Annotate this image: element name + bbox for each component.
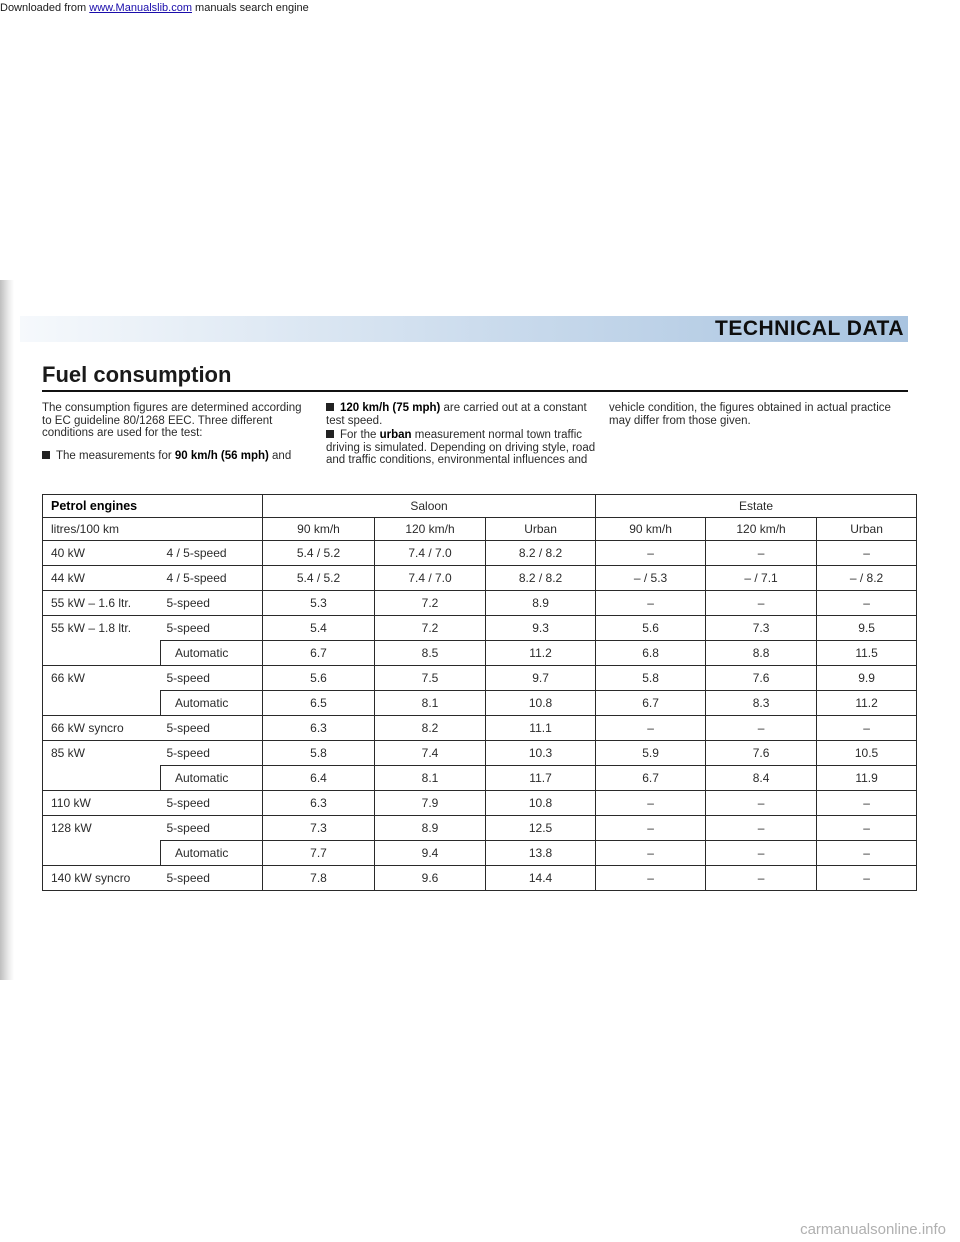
value-cell: – <box>596 791 706 816</box>
table-row <box>43 691 917 716</box>
value-cell: – / 5.3 <box>596 566 706 591</box>
value-cell: – <box>706 791 817 816</box>
gearbox-cell: 5-speed <box>161 866 263 891</box>
gearbox-cell: 4 / 5-speed <box>161 566 263 591</box>
value-cell: 7.8 <box>263 866 375 891</box>
bullet-icon <box>326 403 334 411</box>
value-cell: 6.5 <box>263 691 375 716</box>
intro-paragraph-3: 120 km/h (75 mph) are carried out at a constant test speed. <box>326 402 587 427</box>
value-cell: – / 8.2 <box>817 566 917 591</box>
intro-column-1 <box>42 402 312 472</box>
value-cell: 7.9 <box>375 791 486 816</box>
table-row <box>43 766 917 791</box>
value-cell: – <box>596 716 706 741</box>
value-cell: 7.4 <box>375 741 486 766</box>
value-cell: – <box>596 816 706 841</box>
manualslib-link[interactable]: www.Manualslib.com <box>89 2 192 14</box>
value-cell: 5.4 <box>263 616 375 641</box>
value-cell: 13.8 <box>486 841 596 866</box>
value-cell: 7.2 <box>375 616 486 641</box>
value-cell: 8.9 <box>486 591 596 616</box>
value-cell: 6.7 <box>596 691 706 716</box>
table-row <box>43 716 917 741</box>
value-cell: 10.3 <box>486 741 596 766</box>
page-spine-shadow <box>0 280 14 980</box>
page-title: Fuel consumption <box>42 362 232 387</box>
value-cell: 12.5 <box>486 816 596 841</box>
value-cell: – <box>817 716 917 741</box>
value-cell: 6.4 <box>263 766 375 791</box>
intro-paragraph-5: vehicle condition, the figures obtained in actual practice may differ from those given. <box>609 402 891 427</box>
intro-paragraph-2: The measurements for 90 km/h (56 mph) and <box>42 450 312 463</box>
value-cell: – <box>817 816 917 841</box>
value-cell: 11.5 <box>817 641 917 666</box>
value-cell: 6.8 <box>596 641 706 666</box>
value-cell: 7.4 / 7.0 <box>375 541 486 566</box>
value-cell: – <box>706 841 817 866</box>
intro-paragraph-1: The consumption figures are determined according to EC guideline 80/1268 EEC. Three different conditions are used for the test: <box>42 402 302 439</box>
value-cell: 5.8 <box>263 741 375 766</box>
value-cell: – <box>706 816 817 841</box>
value-cell: 7.6 <box>706 741 817 766</box>
table-row <box>43 566 917 591</box>
table-row <box>43 791 917 816</box>
speed-header: 120 km/h <box>706 518 817 541</box>
value-cell: 8.2 / 8.2 <box>486 541 596 566</box>
value-cell: 5.8 <box>596 666 706 691</box>
value-cell: 6.7 <box>263 641 375 666</box>
gearbox-cell: 5-speed <box>161 616 263 641</box>
value-cell: – <box>706 716 817 741</box>
value-cell: 10.5 <box>817 741 917 766</box>
value-cell: 8.9 <box>375 816 486 841</box>
intro-column-3 <box>609 402 909 437</box>
gearbox-cell: 5-speed <box>161 666 263 691</box>
gearbox-cell: Automatic <box>161 641 263 666</box>
speed-header: Urban <box>817 518 917 541</box>
value-cell: – <box>817 841 917 866</box>
speed-header: Urban <box>486 518 596 541</box>
value-cell: 7.7 <box>263 841 375 866</box>
speed-header: 90 km/h <box>263 518 375 541</box>
value-cell: 5.6 <box>263 666 375 691</box>
value-cell: 7.4 / 7.0 <box>375 566 486 591</box>
bullet-icon <box>326 430 334 438</box>
table-header-row-groups <box>43 495 917 518</box>
table-row <box>43 591 917 616</box>
group-estate: Estate <box>596 495 917 518</box>
fuel-consumption-table <box>42 494 917 891</box>
value-cell: 11.9 <box>817 766 917 791</box>
gearbox-cell: 5-speed <box>161 741 263 766</box>
value-cell: 7.2 <box>375 591 486 616</box>
engine-cell: 128 kW <box>43 816 161 841</box>
engine-cell: 66 kW <box>43 666 161 691</box>
value-cell: 10.8 <box>486 691 596 716</box>
value-cell: 5.4 / 5.2 <box>263 566 375 591</box>
gearbox-cell: 5-speed <box>161 716 263 741</box>
value-cell: – <box>706 541 817 566</box>
value-cell: 7.3 <box>263 816 375 841</box>
table-title: Petrol engines <box>51 499 138 513</box>
table-row <box>43 866 917 891</box>
value-cell: 8.4 <box>706 766 817 791</box>
value-cell: – <box>706 866 817 891</box>
engine-cell: 55 kW – 1.8 ltr. <box>43 616 161 641</box>
group-saloon: Saloon <box>263 495 596 518</box>
title-rule <box>42 390 908 392</box>
engine-cell <box>43 841 161 866</box>
value-cell: 5.4 / 5.2 <box>263 541 375 566</box>
table-row <box>43 541 917 566</box>
engine-cell: 44 kW <box>43 566 161 591</box>
gearbox-cell: Automatic <box>161 766 263 791</box>
value-cell: – <box>596 841 706 866</box>
download-prefix: Downloaded from <box>0 2 90 14</box>
value-cell: 11.1 <box>486 716 596 741</box>
value-cell: 7.6 <box>706 666 817 691</box>
gearbox-cell: Automatic <box>161 691 263 716</box>
speed-header: 120 km/h <box>375 518 486 541</box>
value-cell: – <box>596 591 706 616</box>
value-cell: 11.2 <box>817 691 917 716</box>
value-cell: 9.7 <box>486 666 596 691</box>
table-row <box>43 816 917 841</box>
value-cell: 11.2 <box>486 641 596 666</box>
value-cell: – <box>817 866 917 891</box>
gearbox-cell: Automatic <box>161 841 263 866</box>
intro-column-2 <box>326 402 596 477</box>
value-cell: 8.1 <box>375 691 486 716</box>
gearbox-cell: 5-speed <box>161 791 263 816</box>
value-cell: 8.3 <box>706 691 817 716</box>
engine-cell <box>43 641 161 666</box>
gearbox-cell: 4 / 5-speed <box>161 541 263 566</box>
engine-cell <box>43 766 161 791</box>
engine-cell: 85 kW <box>43 741 161 766</box>
value-cell: 9.9 <box>817 666 917 691</box>
engine-cell: 110 kW <box>43 791 161 816</box>
value-cell: 9.3 <box>486 616 596 641</box>
value-cell: 5.9 <box>596 741 706 766</box>
value-cell: 6.3 <box>263 716 375 741</box>
engine-cell <box>43 691 161 716</box>
engine-cell: 140 kW syncro <box>43 866 161 891</box>
table-row <box>43 741 917 766</box>
value-cell: 7.3 <box>706 616 817 641</box>
value-cell: – <box>817 791 917 816</box>
value-cell: 10.8 <box>486 791 596 816</box>
gearbox-cell: 5-speed <box>161 591 263 616</box>
value-cell: 8.5 <box>375 641 486 666</box>
section-banner <box>20 316 908 342</box>
value-cell: – <box>706 591 817 616</box>
speed-header: 90 km/h <box>596 518 706 541</box>
value-cell: 11.7 <box>486 766 596 791</box>
table-row <box>43 666 917 691</box>
bullet-icon <box>42 451 50 459</box>
download-suffix: manuals search engine <box>191 2 309 14</box>
banner-title: TECHNICAL DATA <box>715 317 904 340</box>
value-cell: – <box>817 541 917 566</box>
gearbox-cell: 5-speed <box>161 816 263 841</box>
value-cell: 9.4 <box>375 841 486 866</box>
engine-cell: 66 kW syncro <box>43 716 161 741</box>
value-cell: 8.1 <box>375 766 486 791</box>
value-cell: 5.3 <box>263 591 375 616</box>
value-cell: 9.6 <box>375 866 486 891</box>
unit-label: litres/100 km <box>43 518 263 541</box>
value-cell: 8.2 / 8.2 <box>486 566 596 591</box>
value-cell: 7.5 <box>375 666 486 691</box>
value-cell: 14.4 <box>486 866 596 891</box>
watermark: carmanualsonline.info <box>800 1221 946 1238</box>
intro-paragraph-4: For the urban measurement normal town traffic driving is simulated. Depending on driving style, road and traffic conditions, environmental influences and <box>326 429 596 466</box>
value-cell: – <box>596 541 706 566</box>
value-cell: 6.3 <box>263 791 375 816</box>
table-row <box>43 616 917 641</box>
table-row <box>43 841 917 866</box>
table-row <box>43 641 917 666</box>
value-cell: 8.2 <box>375 716 486 741</box>
value-cell: – / 7.1 <box>706 566 817 591</box>
value-cell: 6.7 <box>596 766 706 791</box>
value-cell: 5.6 <box>596 616 706 641</box>
value-cell: 9.5 <box>817 616 917 641</box>
value-cell: 8.8 <box>706 641 817 666</box>
engine-cell: 55 kW – 1.6 ltr. <box>43 591 161 616</box>
download-source-line <box>0 0 960 16</box>
value-cell: – <box>596 866 706 891</box>
table-header-row-speeds <box>43 518 917 541</box>
value-cell: – <box>817 591 917 616</box>
engine-cell: 40 kW <box>43 541 161 566</box>
